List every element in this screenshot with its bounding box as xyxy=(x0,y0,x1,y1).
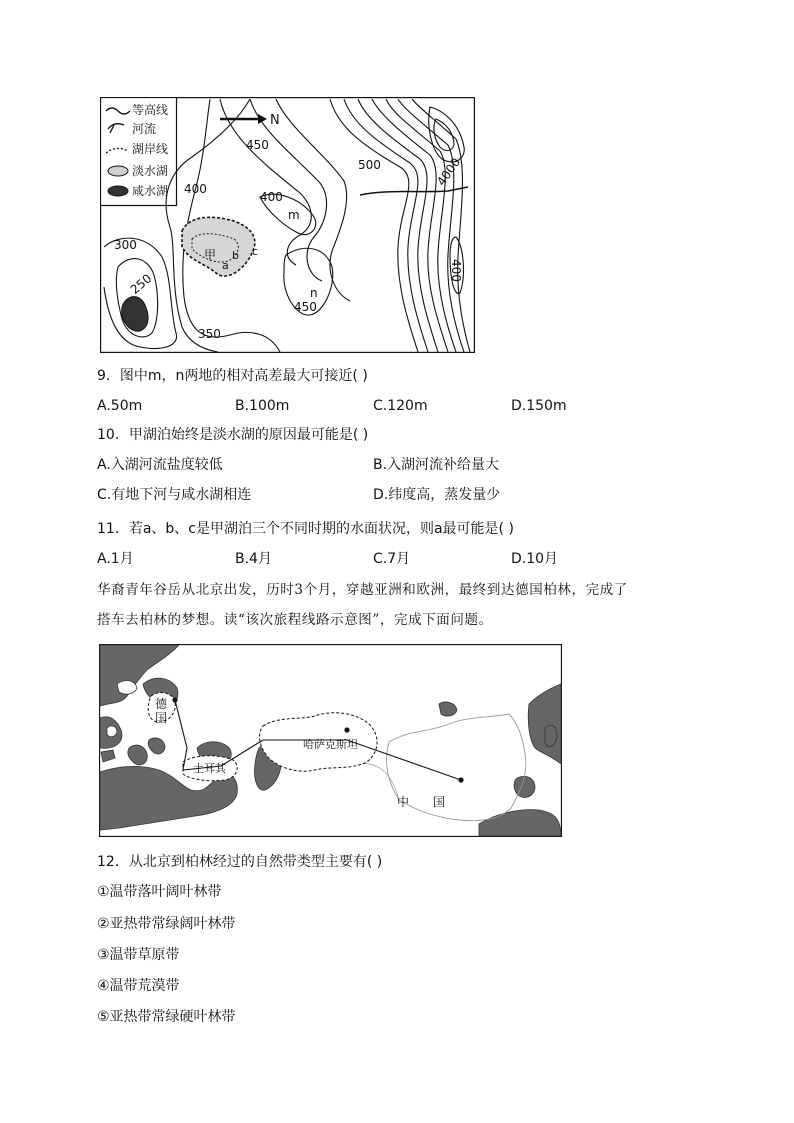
contour-label: 250 xyxy=(127,271,155,297)
contour-label: 4000 xyxy=(434,155,464,189)
question-11-option-d: D.10月 xyxy=(511,551,559,567)
contour-map-figure xyxy=(100,97,475,353)
question-9-stem: 9．图中m，n两地的相对高差最大可接近( ) xyxy=(97,368,368,384)
point-label-n: n xyxy=(310,286,318,300)
route-map-figure xyxy=(99,644,562,837)
china-label: 国 xyxy=(433,795,446,809)
contour-label: 400 xyxy=(184,182,207,196)
route-map xyxy=(99,644,562,837)
kazakhstan-label: 哈萨克斯坦 xyxy=(303,738,358,751)
question-10-option-c: C.有地下河与咸水湖相连 xyxy=(97,487,252,503)
question-10-option-b: B.入湖河流补给量大 xyxy=(373,457,500,473)
contour-label: 400 xyxy=(260,190,283,204)
legend-label: 河流 xyxy=(132,122,157,136)
contour-label: 400 xyxy=(449,259,463,282)
question-12-item: ①温带落叶阔叶林带 xyxy=(97,884,222,900)
germany-label: 德 xyxy=(155,697,168,711)
legend-label: 咸水湖 xyxy=(132,184,169,198)
freshwater-lake-legend-icon xyxy=(108,166,128,176)
lake-level-label-a: a xyxy=(222,259,229,272)
question-9-option-a: A.50m xyxy=(97,398,143,414)
legend-label: 淡水湖 xyxy=(132,164,169,178)
point-label-m: m xyxy=(288,208,300,222)
question-11-stem: 11．若a、b、c是甲湖泊三个不同时期的水面状况，则a最可能是( ) xyxy=(97,521,514,537)
question-12-stem: 12．从北京到柏林经过的自然带类型主要有( ) xyxy=(97,854,383,870)
contour-label: 450 xyxy=(294,300,317,314)
question-9-option-c: C.120m xyxy=(373,398,428,414)
passage-line-1: 华裔青年谷岳从北京出发，历时3个月，穿越亚洲和欧洲，最终到达德国柏林，完成了 xyxy=(97,582,628,598)
legend-label: 湖岸线 xyxy=(132,142,169,156)
question-10-stem: 10．甲湖泊始终是淡水湖的原因最可能是( ) xyxy=(97,427,369,443)
question-11-option-a: A.1月 xyxy=(97,551,134,567)
turkey-label: 土耳其 xyxy=(193,762,226,775)
contour-label: 300 xyxy=(114,238,137,252)
question-10-option-a: A.入湖河流盐度较低 xyxy=(97,457,223,473)
contour-label: 450 xyxy=(246,138,269,152)
china-label: 中 xyxy=(397,795,410,809)
lake-level-label-b: b xyxy=(232,249,239,262)
contour-map xyxy=(100,97,475,353)
berlin-dot xyxy=(172,697,177,702)
contour-label: 500 xyxy=(358,158,381,172)
question-11-option-b: B.4月 xyxy=(235,551,272,567)
question-12-item: ⑤亚热带常绿硬叶林带 xyxy=(97,1009,236,1025)
question-12-item: ③温带草原带 xyxy=(97,947,180,963)
north-label: N xyxy=(270,113,280,128)
beijing-dot xyxy=(458,777,463,782)
contour-label: 350 xyxy=(198,327,221,341)
germany-label: 国 xyxy=(155,711,168,725)
question-11-option-c: C.7月 xyxy=(373,551,411,567)
passage-line-2: 搭车去柏林的梦想。读“该次旅程线路示意图”，完成下面问题。 xyxy=(97,612,493,628)
lake-label-jia: 甲 xyxy=(204,248,217,262)
question-9-option-b: B.100m xyxy=(235,398,290,414)
legend-label: 等高线 xyxy=(132,103,169,117)
question-12-item: ④温带荒漠带 xyxy=(97,978,180,994)
question-10-option-d: D.纬度高，蒸发量少 xyxy=(373,487,501,503)
lake-level-label-c: c xyxy=(252,245,259,258)
route-point xyxy=(344,727,349,732)
question-9-option-d: D.150m xyxy=(511,398,567,414)
saltwater-lake-legend-icon xyxy=(108,186,128,196)
question-12-item: ②亚热带常绿阔叶林带 xyxy=(97,916,236,932)
